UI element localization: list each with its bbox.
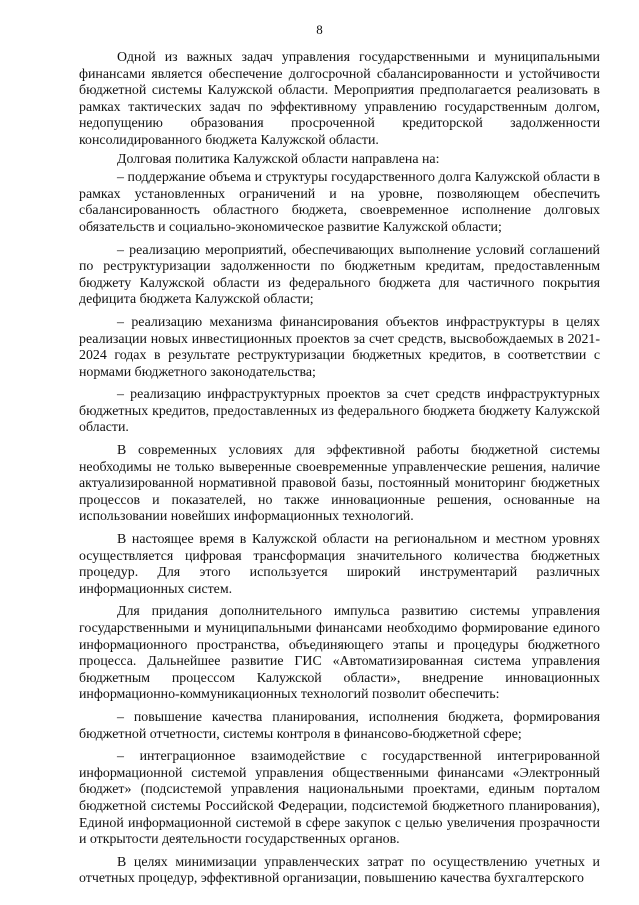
paragraph-modern-conditions: В современных условиях для эффективной работы бюджетной системы необходимы не только выверенные своевременные управленческие решения, наличие актуализированной нормативной правовой базы, постоянный мониторинг бюджетных процессов и показателей, но также инновационные решения, основанные на использовании новейших информационных технологий.	[79, 443, 600, 525]
list-item-restructuring-agreements: – реализацию мероприятий, обеспечивающих выполнение условий соглашений по реструктуризации задолженности по бюджетным кредитам, предоставленным бюджету Калужской области из федерального бюджета для частичного покрытия дефицита бюджета Калужской области;	[79, 242, 600, 308]
list-item-planning-quality: – повышение качества планирования, исполнения бюджета, формирования бюджетной отчетности, системы контроля в финансово-бюджетной сфере;	[79, 709, 600, 742]
page-number: 8	[316, 22, 323, 37]
list-item-infrastructure-financing: – реализацию механизма финансирования объектов инфраструктуры в целях реализации новых инвестиционных проектов за счет средств, высвобождаемых в 2021-2024 годах в результате реструктуризации бюджетных кредитов, в соответствии с нормами бюджетного законодательства;	[79, 314, 600, 380]
paragraph-information-space: Для придания дополнительного импульса развитию системы управления государственными и муниципальными финансами необходимо формирование единого информационного пространства, объединяющего этапы и процедуры бюджетного процесса. Дальнейшее развитие ГИС «Автоматизированная система управления бюджетным процессом Калужской области», внедрение инновационных информационно-коммуникационных технологий позволит обеспечить:	[79, 604, 600, 703]
document-body	[79, 50, 600, 888]
paragraph-cost-minimization: В целях минимизации управленческих затрат по осуществлению учетных и отчетных процедур, эффективной организации, повышению качества бухгалтерского	[79, 854, 600, 887]
paragraph-digital-transformation: В настоящее время в Калужской области на региональном и местном уровнях осуществляется цифровая трансформация значительного количества бюджетных процедур. Для этого используется широкий инструментарий различных информационных систем.	[79, 532, 600, 597]
paragraph-debt-policy-intro: Долговая политика Калужской области направлена на:	[117, 151, 440, 167]
list-item-debt-volume: – поддержание объема и структуры государственного долга Калужской области в рамках установленных ограничений и на уровне, позволяющем обеспечить сбалансированность областного бюджета, своевременное исполнение долговых обязательств и социально-экономическое развитие Калужской области;	[79, 170, 600, 235]
list-item-infrastructure-credits: – реализацию инфраструктурных проектов за счет средств инфраструктурных бюджетных кредитов, предоставленных из федерального бюджета бюджету Калужской области.	[79, 387, 600, 436]
paragraph-long-term-balance: Одной из важных задач управления государственными и муниципальными финансами является обеспечение долгосрочной сбалансированности и устойчивости бюджетной системы Калужской области. Мероприятия предполагается реализовать в рамках тактических задач по эффективному управлению государственным долгом, недопущению образования просроченной кредиторской задолженности консолидированного бюджета Калужской области.	[79, 50, 600, 148]
list-item-integration: – интеграционное взаимодействие с государственной интегрированной информационной системой управления общественными финансами «Электронный бюджет» (подсистемой управления национальными проектами, единым порталом бюджетной системы Российской Федерации, подсистемой бюджетного планирования), Единой информационной системой в сфере закупок с целью увеличения прозрачности и открытости деятельности государственных органов.	[79, 749, 600, 848]
